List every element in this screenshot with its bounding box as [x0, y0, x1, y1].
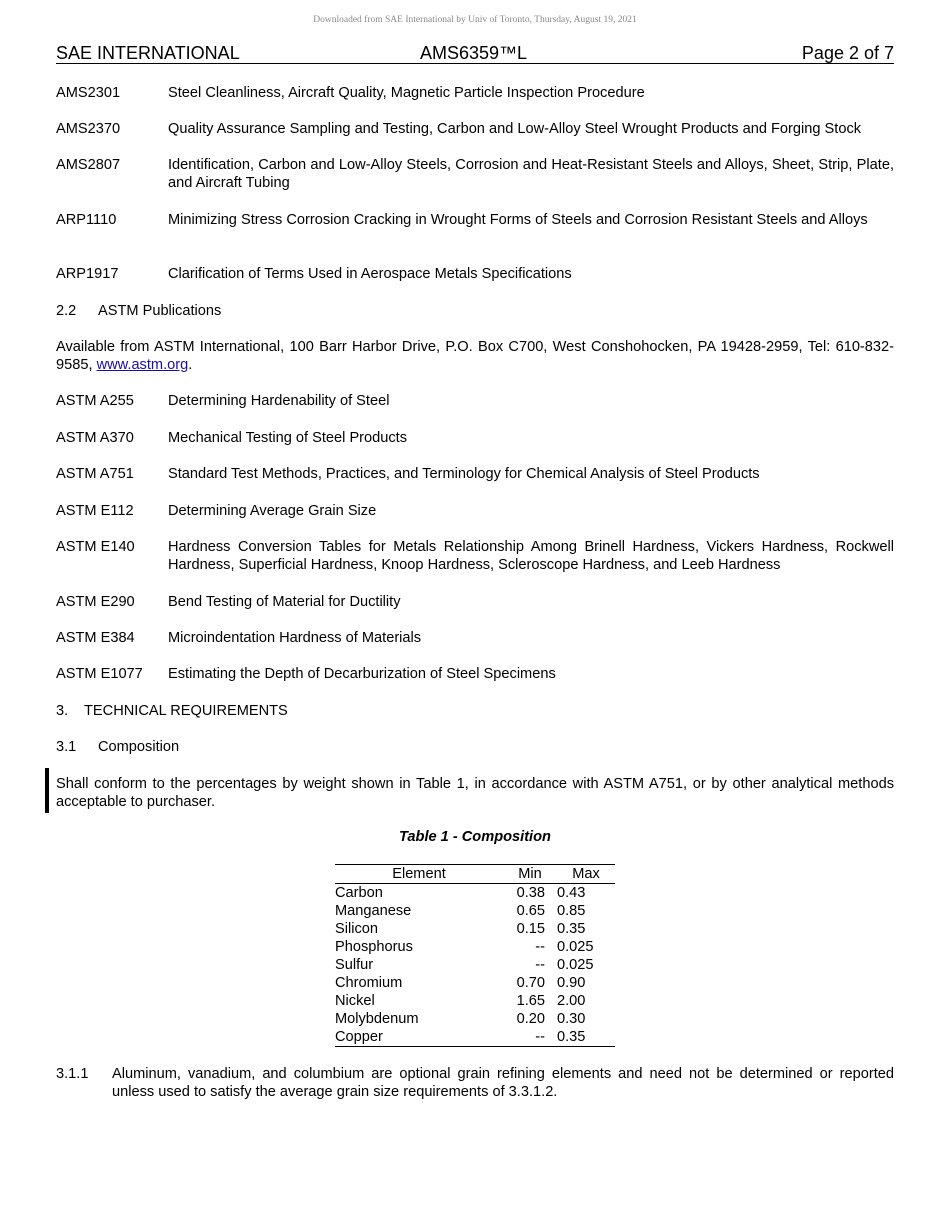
- reference-code: ASTM A751: [56, 466, 134, 482]
- element-cell: Silicon: [335, 921, 378, 937]
- reference-title: Clarification of Terms Used in Aerospace Metals Specifications: [168, 266, 572, 282]
- column-header-element: Element: [335, 865, 503, 884]
- reference-item: [56, 502, 894, 520]
- table-header-row: [335, 865, 615, 884]
- reference-title: Steel Cleanliness, Aircraft Quality, Magnetic Particle Inspection Procedure: [168, 85, 645, 101]
- reference-title: Quality Assurance Sampling and Testing, Carbon and Low-Alloy Steel Wrought Products and Forging Stock: [168, 121, 862, 137]
- element-cell: Molybdenum: [335, 1011, 419, 1027]
- min-cell: 0.70: [516, 975, 545, 991]
- reference-title: Bend Testing of Material for Ductility: [168, 594, 401, 610]
- reference-title: Minimizing Stress Corrosion Cracking in Wrought Forms of Steels and Corrosion Resistant Steels and Alloys: [168, 212, 868, 228]
- table-row: [335, 992, 615, 1010]
- table-row: [335, 884, 615, 903]
- table-row: [335, 974, 615, 992]
- reference-title: Standard Test Methods, Practices, and Terminology for Chemical Analysis of Steel Products: [168, 466, 760, 482]
- reference-code: ASTM E1077: [56, 666, 143, 682]
- reference-code: ASTM E290: [56, 594, 135, 610]
- org-name: SAE INTERNATIONAL: [56, 43, 240, 63]
- max-cell: 0.025: [557, 939, 594, 955]
- reference-item: [56, 84, 894, 102]
- reference-item: [56, 392, 894, 410]
- reference-item: [56, 629, 894, 647]
- section-heading-2-2: [56, 302, 221, 320]
- max-cell: 0.85: [557, 903, 586, 919]
- element-cell: Phosphorus: [335, 939, 413, 955]
- element-cell: Copper: [335, 1029, 383, 1045]
- section-heading-3-1: [56, 738, 179, 756]
- reference-code: AMS2807: [56, 157, 121, 173]
- reference-title: Determining Hardenability of Steel: [168, 393, 390, 409]
- astm-availability-paragraph: [56, 338, 894, 374]
- composition-paragraph: Shall conform to the percentages by weight shown in Table 1, in accordance with ASTM A751, or by other analytical methods acceptable to purchaser.: [56, 776, 894, 810]
- reference-code: ASTM E140: [56, 539, 135, 555]
- table-row: [335, 938, 615, 956]
- reference-item: [56, 593, 894, 611]
- section-number: 3.1: [56, 739, 77, 755]
- reference-code: AMS2301: [56, 85, 121, 101]
- min-cell: --: [535, 1029, 545, 1045]
- reference-code: ASTM A370: [56, 430, 134, 446]
- availability-end: .: [188, 357, 193, 373]
- min-cell: 0.20: [516, 1011, 545, 1027]
- reference-item: [56, 538, 894, 574]
- max-cell: 0.35: [557, 921, 586, 937]
- max-cell: 0.90: [557, 975, 586, 991]
- table-row: [335, 956, 615, 974]
- section-number: 3.1.1: [56, 1066, 89, 1082]
- reference-code: ASTM A255: [56, 393, 134, 409]
- composition-table: [335, 864, 615, 1047]
- reference-code: AMS2370: [56, 121, 121, 137]
- column-header-max: Max: [557, 865, 615, 884]
- min-cell: 0.65: [516, 903, 545, 919]
- reference-item: [56, 465, 894, 483]
- element-cell: Sulfur: [335, 957, 374, 973]
- element-cell: Chromium: [335, 975, 403, 991]
- page-number: Page 2 of 7: [801, 43, 894, 63]
- reference-item: [56, 429, 894, 447]
- section-text: Aluminum, vanadium, and columbium are optional grain refining elements and need not be determined or reported unless used to satisfy the average grain size requirements of 3.3.1.2.: [112, 1066, 894, 1100]
- max-cell: 0.025: [557, 957, 594, 973]
- reference-item: [56, 665, 894, 683]
- reference-item: [56, 156, 894, 192]
- table-row: [335, 1028, 615, 1047]
- section-title: TECHNICAL REQUIREMENTS: [84, 703, 288, 719]
- reference-item: [56, 120, 894, 138]
- min-cell: 0.38: [516, 885, 545, 901]
- reference-code: ARP1110: [56, 212, 117, 228]
- reference-item: [56, 265, 894, 283]
- section-title: ASTM Publications: [98, 303, 222, 319]
- min-cell: --: [535, 957, 545, 973]
- reference-title: Hardness Conversion Tables for Metals Relationship Among Brinell Hardness, Vickers Hardness, Rockwell Hardness, Superficial Hardness, Knoop Hardness, Scleroscope Hardness, and Leeb Hardness: [168, 539, 894, 573]
- reference-code: ASTM E384: [56, 630, 135, 646]
- revision-change-bar: [45, 768, 49, 813]
- page-header: [56, 43, 894, 64]
- min-cell: --: [535, 939, 545, 955]
- reference-code: ASTM E112: [56, 503, 134, 519]
- max-cell: 2.00: [557, 993, 586, 1009]
- element-cell: Manganese: [335, 903, 412, 919]
- min-cell: 0.15: [516, 921, 545, 937]
- max-cell: 0.35: [557, 1029, 586, 1045]
- section-number: 2.2: [56, 303, 77, 319]
- table-row: [335, 920, 615, 938]
- element-cell: Carbon: [335, 885, 383, 901]
- section-number: 3.: [56, 703, 69, 719]
- download-watermark: Downloaded from SAE International by Univ of Toronto, Thursday, August 19, 2021: [313, 15, 637, 25]
- reference-title: Determining Average Grain Size: [168, 503, 377, 519]
- section-heading-3: [56, 702, 288, 720]
- reference-title: Identification, Carbon and Low-Alloy Steels, Corrosion and Heat-Resistant Steels and Alloys, Sheet, Strip, Plate, and Aircraft Tubing: [168, 157, 894, 191]
- min-cell: 1.65: [516, 993, 545, 1009]
- reference-title: Microindentation Hardness of Materials: [168, 630, 422, 646]
- reference-title: Mechanical Testing of Steel Products: [168, 430, 408, 446]
- table-row: [335, 1010, 615, 1028]
- table-caption: Table 1 - Composition: [399, 829, 551, 845]
- astm-website-link[interactable]: www.astm.org: [96, 357, 189, 373]
- table-row: [335, 902, 615, 920]
- column-header-min: Min: [503, 865, 557, 884]
- reference-title: Estimating the Depth of Decarburization of Steel Specimens: [168, 666, 556, 682]
- max-cell: 0.43: [557, 885, 586, 901]
- section-title: Composition: [98, 739, 180, 755]
- max-cell: 0.30: [557, 1011, 586, 1027]
- element-cell: Nickel: [335, 993, 375, 1009]
- reference-code: ARP1917: [56, 266, 119, 282]
- availability-text: Available from ASTM International, 100 Barr Harbor Drive, P.O. Box C700, West Conshohocken, PA 19428-2959, Tel: 610-832-9585,: [56, 339, 894, 373]
- document-number: AMS6359™L: [420, 43, 528, 63]
- reference-item: [56, 211, 894, 229]
- section-3-1-1: [56, 1065, 894, 1101]
